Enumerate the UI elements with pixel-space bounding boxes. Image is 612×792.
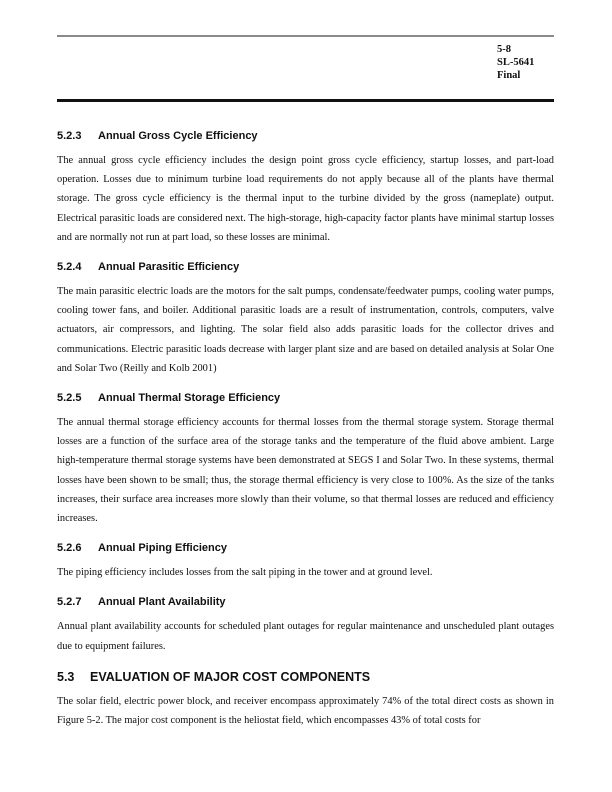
page-content xyxy=(57,128,554,742)
page-header-ids xyxy=(497,43,534,82)
section-title: Annual Thermal Storage Efficiency xyxy=(98,392,281,405)
section-heading xyxy=(57,540,554,556)
section-heading xyxy=(57,390,554,406)
header-rule-bottom xyxy=(57,99,554,102)
section-number: 5.2.6 xyxy=(57,542,82,555)
section-heading xyxy=(57,594,554,610)
section-number: 5.2.5 xyxy=(57,392,82,405)
section-number: 5.2.4 xyxy=(57,261,82,274)
section-5-2-3 xyxy=(57,128,554,247)
section-5-3 xyxy=(57,668,554,730)
section-title: Annual Piping Efficiency xyxy=(98,542,227,555)
section-heading xyxy=(57,259,554,275)
document-status: Final xyxy=(497,70,521,81)
section-number: 5.3 xyxy=(57,669,75,684)
section-title: EVALUATION OF MAJOR COST COMPONENTS xyxy=(90,669,371,684)
section-body: The solar field, electric power block, and receiver encompass approximately 74% of the total direct costs as shown in Figure 5-2. The major cost component is the heliostat field, which encompasses 43% of total costs for xyxy=(57,695,554,727)
section-number: 5.2.7 xyxy=(57,596,82,609)
section-title: Annual Parasitic Efficiency xyxy=(98,261,240,274)
section-5-2-6 xyxy=(57,540,554,582)
section-heading xyxy=(57,128,554,144)
major-section-heading xyxy=(57,668,554,686)
section-5-2-5 xyxy=(57,390,554,528)
header-rule-top xyxy=(57,35,554,37)
section-5-2-7 xyxy=(57,594,554,655)
section-body: The piping efficiency includes losses from the salt piping in the tower and at ground level. xyxy=(57,567,433,579)
section-title: Annual Plant Availability xyxy=(98,596,226,609)
section-number: 5.2.3 xyxy=(57,130,82,142)
section-title: Annual Gross Cycle Efficiency xyxy=(98,130,258,142)
section-body: The main parasitic electric loads are the motors for the salt pumps, condensate/feedwater pumps, cooling water pumps, cooling tower fans, and boiler. Additional parasitic loads are a result of instrumentation, controls, computers, valve actuators, air compressors, and lighting. The solar field also adds parasitic loads for the collector drives and communications. Electric parasitic loads decrease with larger plant size and are based on detailed analysis at Solar One and Solar Two (Reilly and Kolb 2001) xyxy=(57,286,554,374)
section-5-2-4 xyxy=(57,259,554,378)
page-number: 5-8 xyxy=(497,44,511,55)
section-body: The annual gross cycle efficiency includes the design point gross cycle efficiency, startup losses, and part-load operation. Losses due to minimum turbine load requirements do not apply because all of the plants have thermal storage. The gross cycle efficiency is the thermal input to the turbine divided by the gross (nameplate) output. Electrical parasitic loads are considered next. The high-storage, high-capacity factor plants have minimal startup losses and are normally not run at part load, so these losses are minimal. xyxy=(57,155,554,243)
document-id: SL-5641 xyxy=(497,57,535,68)
section-body: The annual thermal storage efficiency accounts for thermal losses from the thermal storage system. Storage thermal losses are a function of the surface area of the storage tanks and the temperature of the fluid above ambient. Large high-temperature thermal storage systems have been demonstrated at SEGS I and Solar Two. In these systems, thermal losses have been shown to be small; thus, the storage thermal efficiency is very close to 100%. As the size of the tanks increases, their surface area increases more slowly than their volume, so that thermal losses are reduced and efficiency increases. xyxy=(57,417,554,525)
section-body: Annual plant availability accounts for scheduled plant outages for regular maintenance and unscheduled plant outages due to equipment failures. xyxy=(57,621,554,652)
